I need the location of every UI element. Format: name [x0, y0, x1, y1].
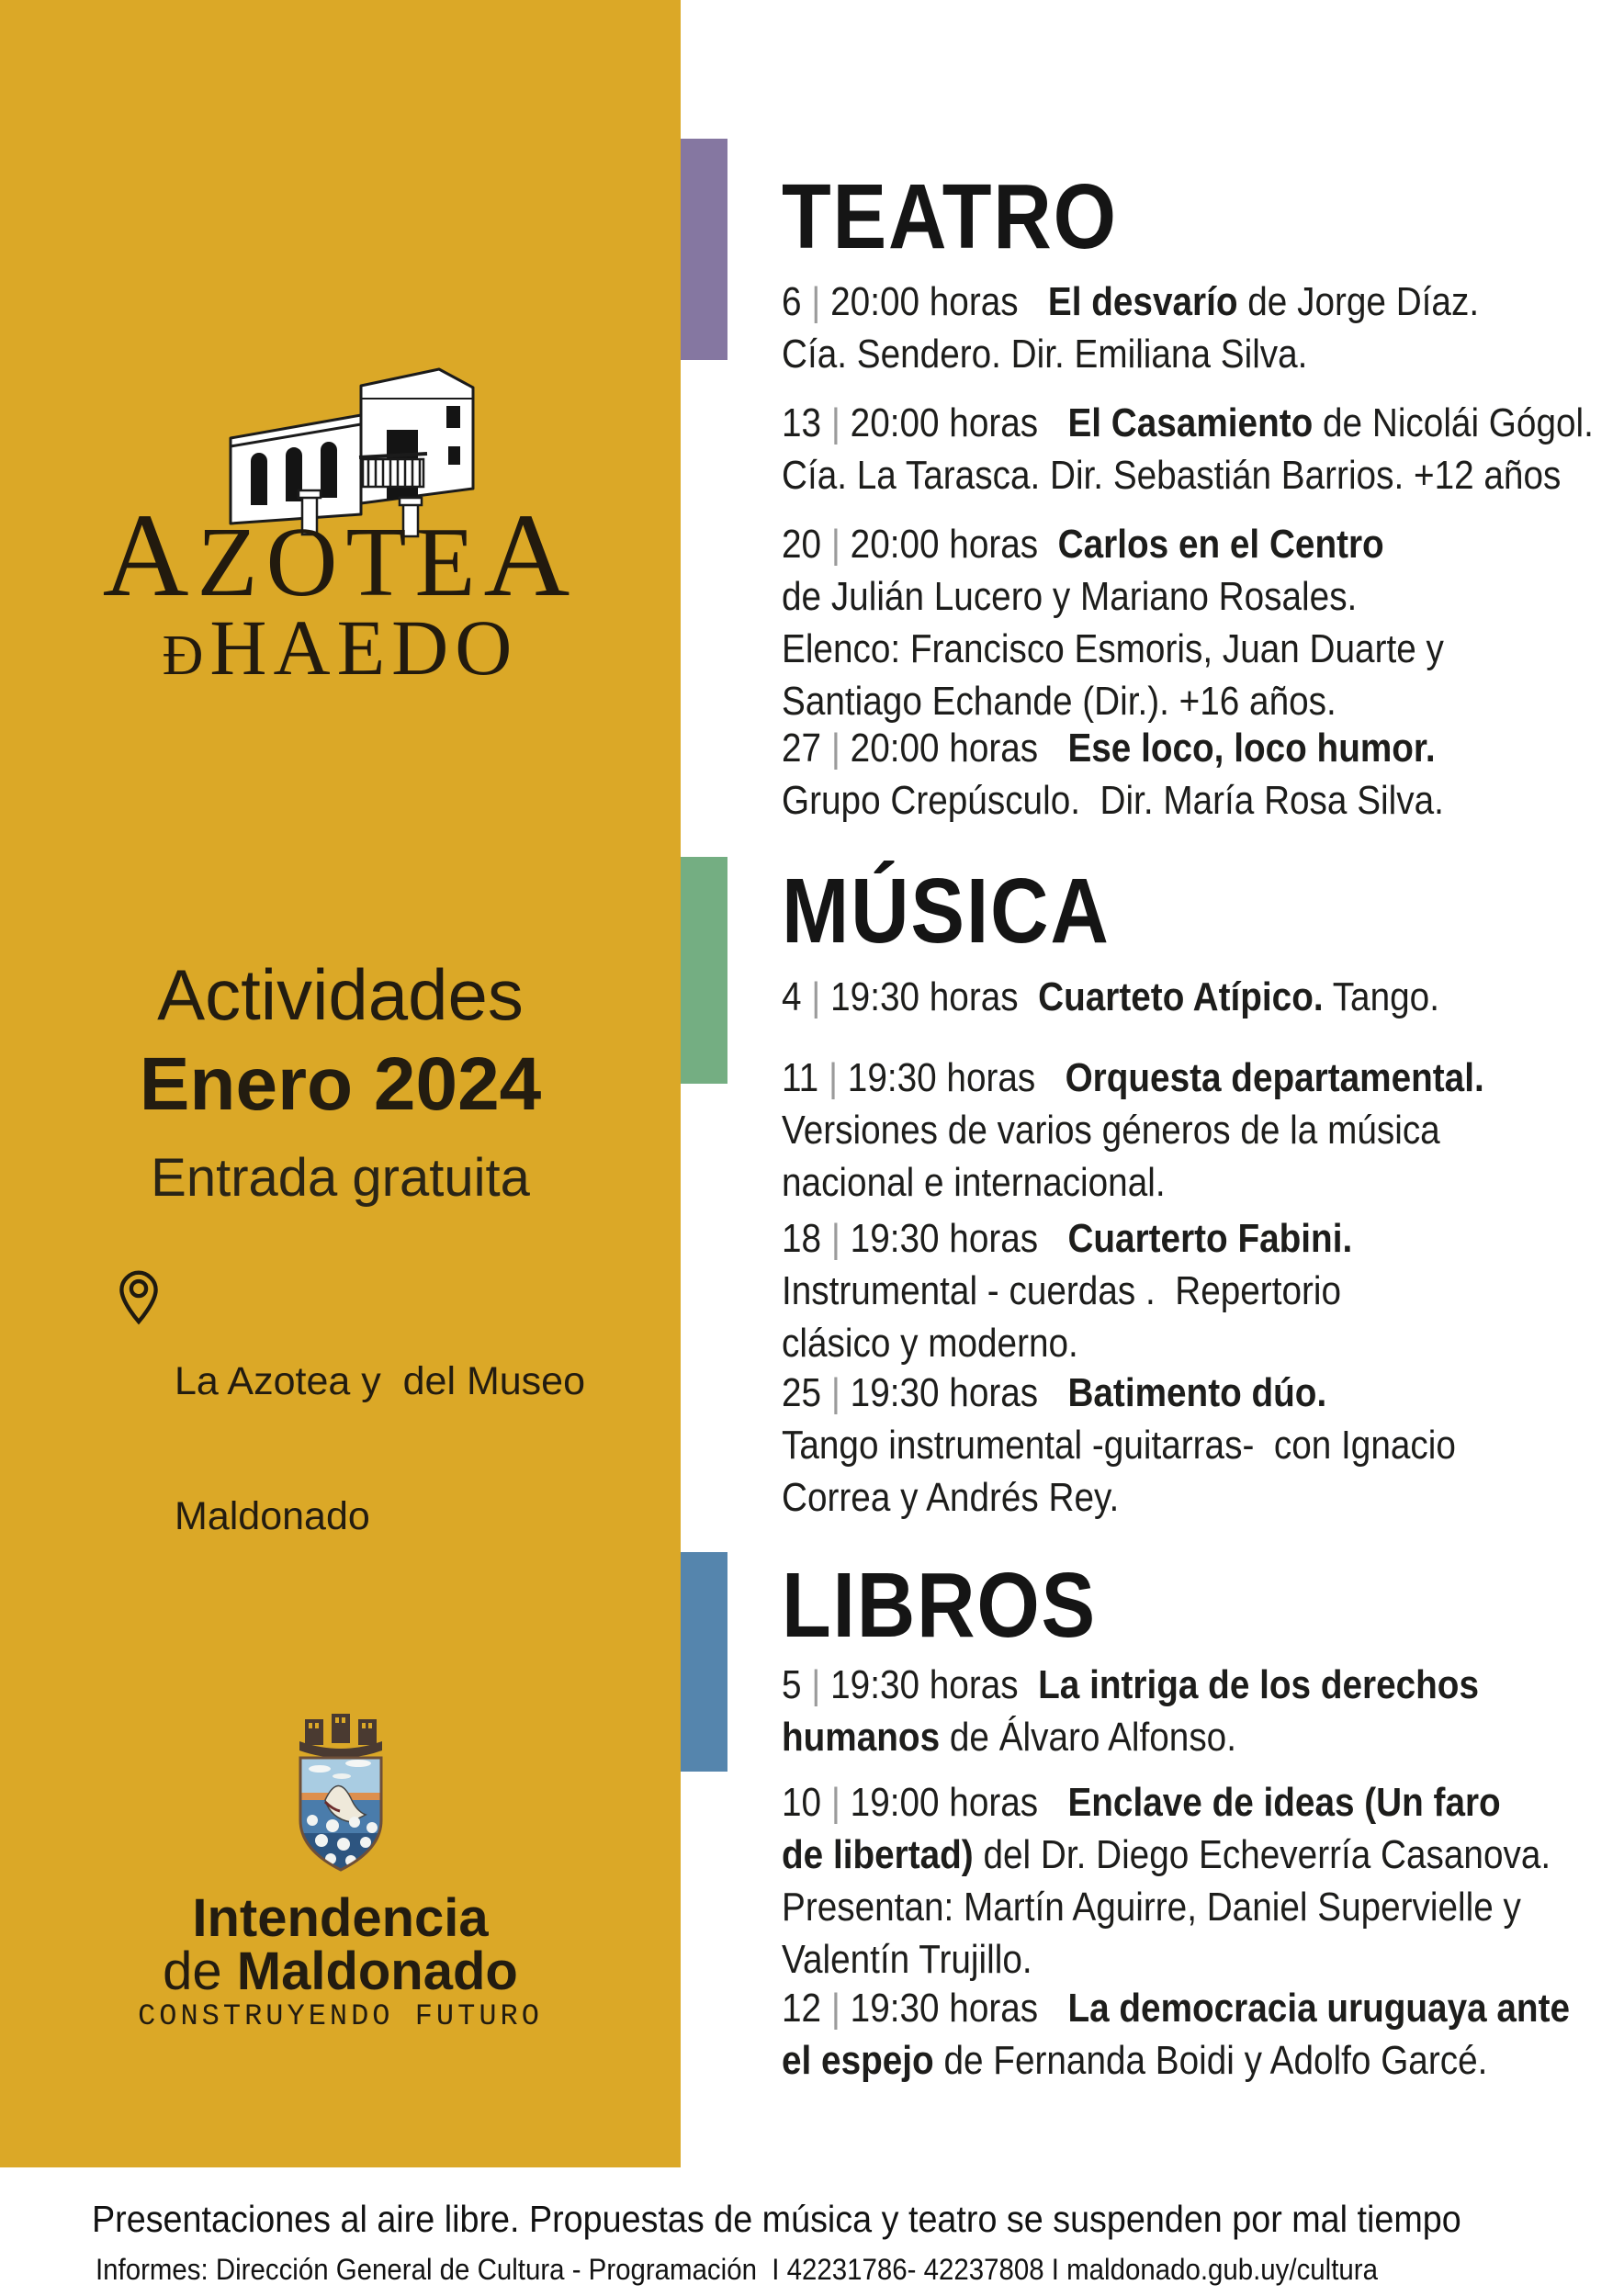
event-line: de Julián Lucero y Mariano Rosales.: [782, 574, 1358, 619]
event-teatro-4: [782, 722, 1624, 827]
location-line1: La Azotea y del Museo: [175, 1359, 586, 1403]
event-teatro-3: [782, 518, 1624, 727]
logo-letters: ZOTE: [197, 508, 484, 617]
org-de: de: [163, 1941, 237, 2001]
event-line: 6 | 20:00 horas El desvarío de Jorge Díaz.: [782, 279, 1480, 324]
event-line: 11 | 19:30 horas Orquesta departamental.: [782, 1055, 1484, 1100]
event-libros-2: [782, 1776, 1624, 1986]
accent-bar-musica: [681, 857, 727, 1084]
event-line: Instrumental - cuerdas . Repertorio: [782, 1268, 1342, 1313]
accent-bar-libros: [681, 1552, 727, 1772]
event-line: Presentan: Martín Aguirre, Daniel Supervielle y: [782, 1885, 1521, 1930]
event-line: 13 | 20:00 horas El Casamiento de Nicolái Gógol.: [782, 400, 1594, 445]
event-line: el espejo de Fernanda Boidi y Adolfo Garcé.: [782, 2038, 1488, 2083]
event-libros-3: [782, 1982, 1624, 2087]
footer-weather-note: Presentaciones al aire libre. Propuestas de música y teatro se suspenden por mal tiempo: [92, 2198, 1461, 2240]
org-tagline: CONSTRUYENDO FUTURO: [138, 1999, 543, 2033]
logo-letter: A: [102, 490, 197, 622]
event-line: de libertad) del Dr. Diego Echeverría Casanova.: [782, 1832, 1551, 1877]
logo-haedo-letters: HAEDO: [209, 603, 519, 692]
logo-letter: A: [483, 490, 579, 622]
event-line: 25 | 19:30 horas Batimento dúo.: [782, 1370, 1327, 1415]
section-title-teatro: TEATRO: [782, 165, 1118, 268]
event-teatro-2: [782, 397, 1624, 501]
logo-de-glyph: Đ: [162, 625, 210, 687]
footer-contact-info: Informes: Dirección General de Cultura - Programación I 42231786- 42237808 I maldonado.gub.uy/cultura: [96, 2253, 1378, 2286]
event-line: Valentín Trujillo.: [782, 1937, 1032, 1982]
accent-bar-teatro: [681, 139, 727, 360]
event-line: 10 | 19:00 horas Enclave de ideas (Un faro: [782, 1780, 1501, 1825]
event-line: Tango instrumental -guitarras- con Ignacio: [782, 1423, 1456, 1468]
poster-title-line2: Enero 2024: [139, 1042, 542, 1126]
maldonado-coat-of-arms: [285, 1705, 397, 1896]
org-name-line2: [0, 1941, 681, 2001]
location-text: [175, 1269, 585, 1629]
free-admission-note: Entrada gratuita: [151, 1148, 530, 1208]
section-title-musica: MÚSICA: [782, 860, 1111, 962]
event-teatro-1: [782, 276, 1624, 380]
event-line: Cía. Sendero. Dir. Emiliana Silva.: [782, 332, 1308, 377]
event-musica-1: [782, 971, 1624, 1023]
event-line: 27 | 20:00 horas Ese loco, loco humor.: [782, 726, 1436, 771]
org-maldonado: Maldonado: [236, 1941, 518, 2001]
org-name-line1: Intendencia: [192, 1888, 489, 1948]
event-line: 12 | 19:30 horas La democracia uruguaya ante: [782, 1986, 1571, 2031]
event-line: Versiones de varios géneros de la música: [782, 1108, 1440, 1153]
event-line: Elenco: Francisco Esmoris, Juan Duarte y: [782, 626, 1444, 671]
event-line: nacional e internacional.: [782, 1160, 1166, 1205]
event-musica-2: [782, 1052, 1624, 1209]
event-libros-1: [782, 1659, 1624, 1763]
location-block: [118, 1269, 585, 1629]
event-line: 18 | 19:30 horas Cuarterto Fabini.: [782, 1216, 1353, 1261]
event-line: 4 | 19:30 horas Cuarteto Atípico. Tango.: [782, 974, 1439, 1019]
event-line: Correa y Andrés Rey.: [782, 1475, 1120, 1520]
location-pin-icon: [118, 1269, 160, 1326]
event-musica-4: [782, 1367, 1624, 1524]
event-musica-3: [782, 1212, 1624, 1369]
logo-haedo-wordmark: [0, 603, 681, 692]
event-line: Grupo Crepúsculo. Dir. María Rosa Silva.: [782, 778, 1444, 823]
poster-title-line1: Actividades: [157, 954, 524, 1035]
event-line: Cía. La Tarasca. Dir. Sebastián Barrios. +12 años: [782, 453, 1562, 498]
section-title-libros: LIBROS: [782, 1554, 1098, 1657]
sidebar: [0, 0, 681, 2167]
location-line2: Maldonado: [175, 1494, 370, 1538]
logo-azotea-wordmark: [0, 490, 681, 622]
event-line: clásico y moderno.: [782, 1321, 1078, 1366]
event-line: 20 | 20:00 horas Carlos en el Centro: [782, 522, 1384, 567]
event-line: humanos de Álvaro Alfonso.: [782, 1715, 1236, 1760]
event-line: Santiago Echande (Dir.). +16 años.: [782, 679, 1336, 724]
event-line: 5 | 19:30 horas La intriga de los derechos: [782, 1662, 1479, 1707]
